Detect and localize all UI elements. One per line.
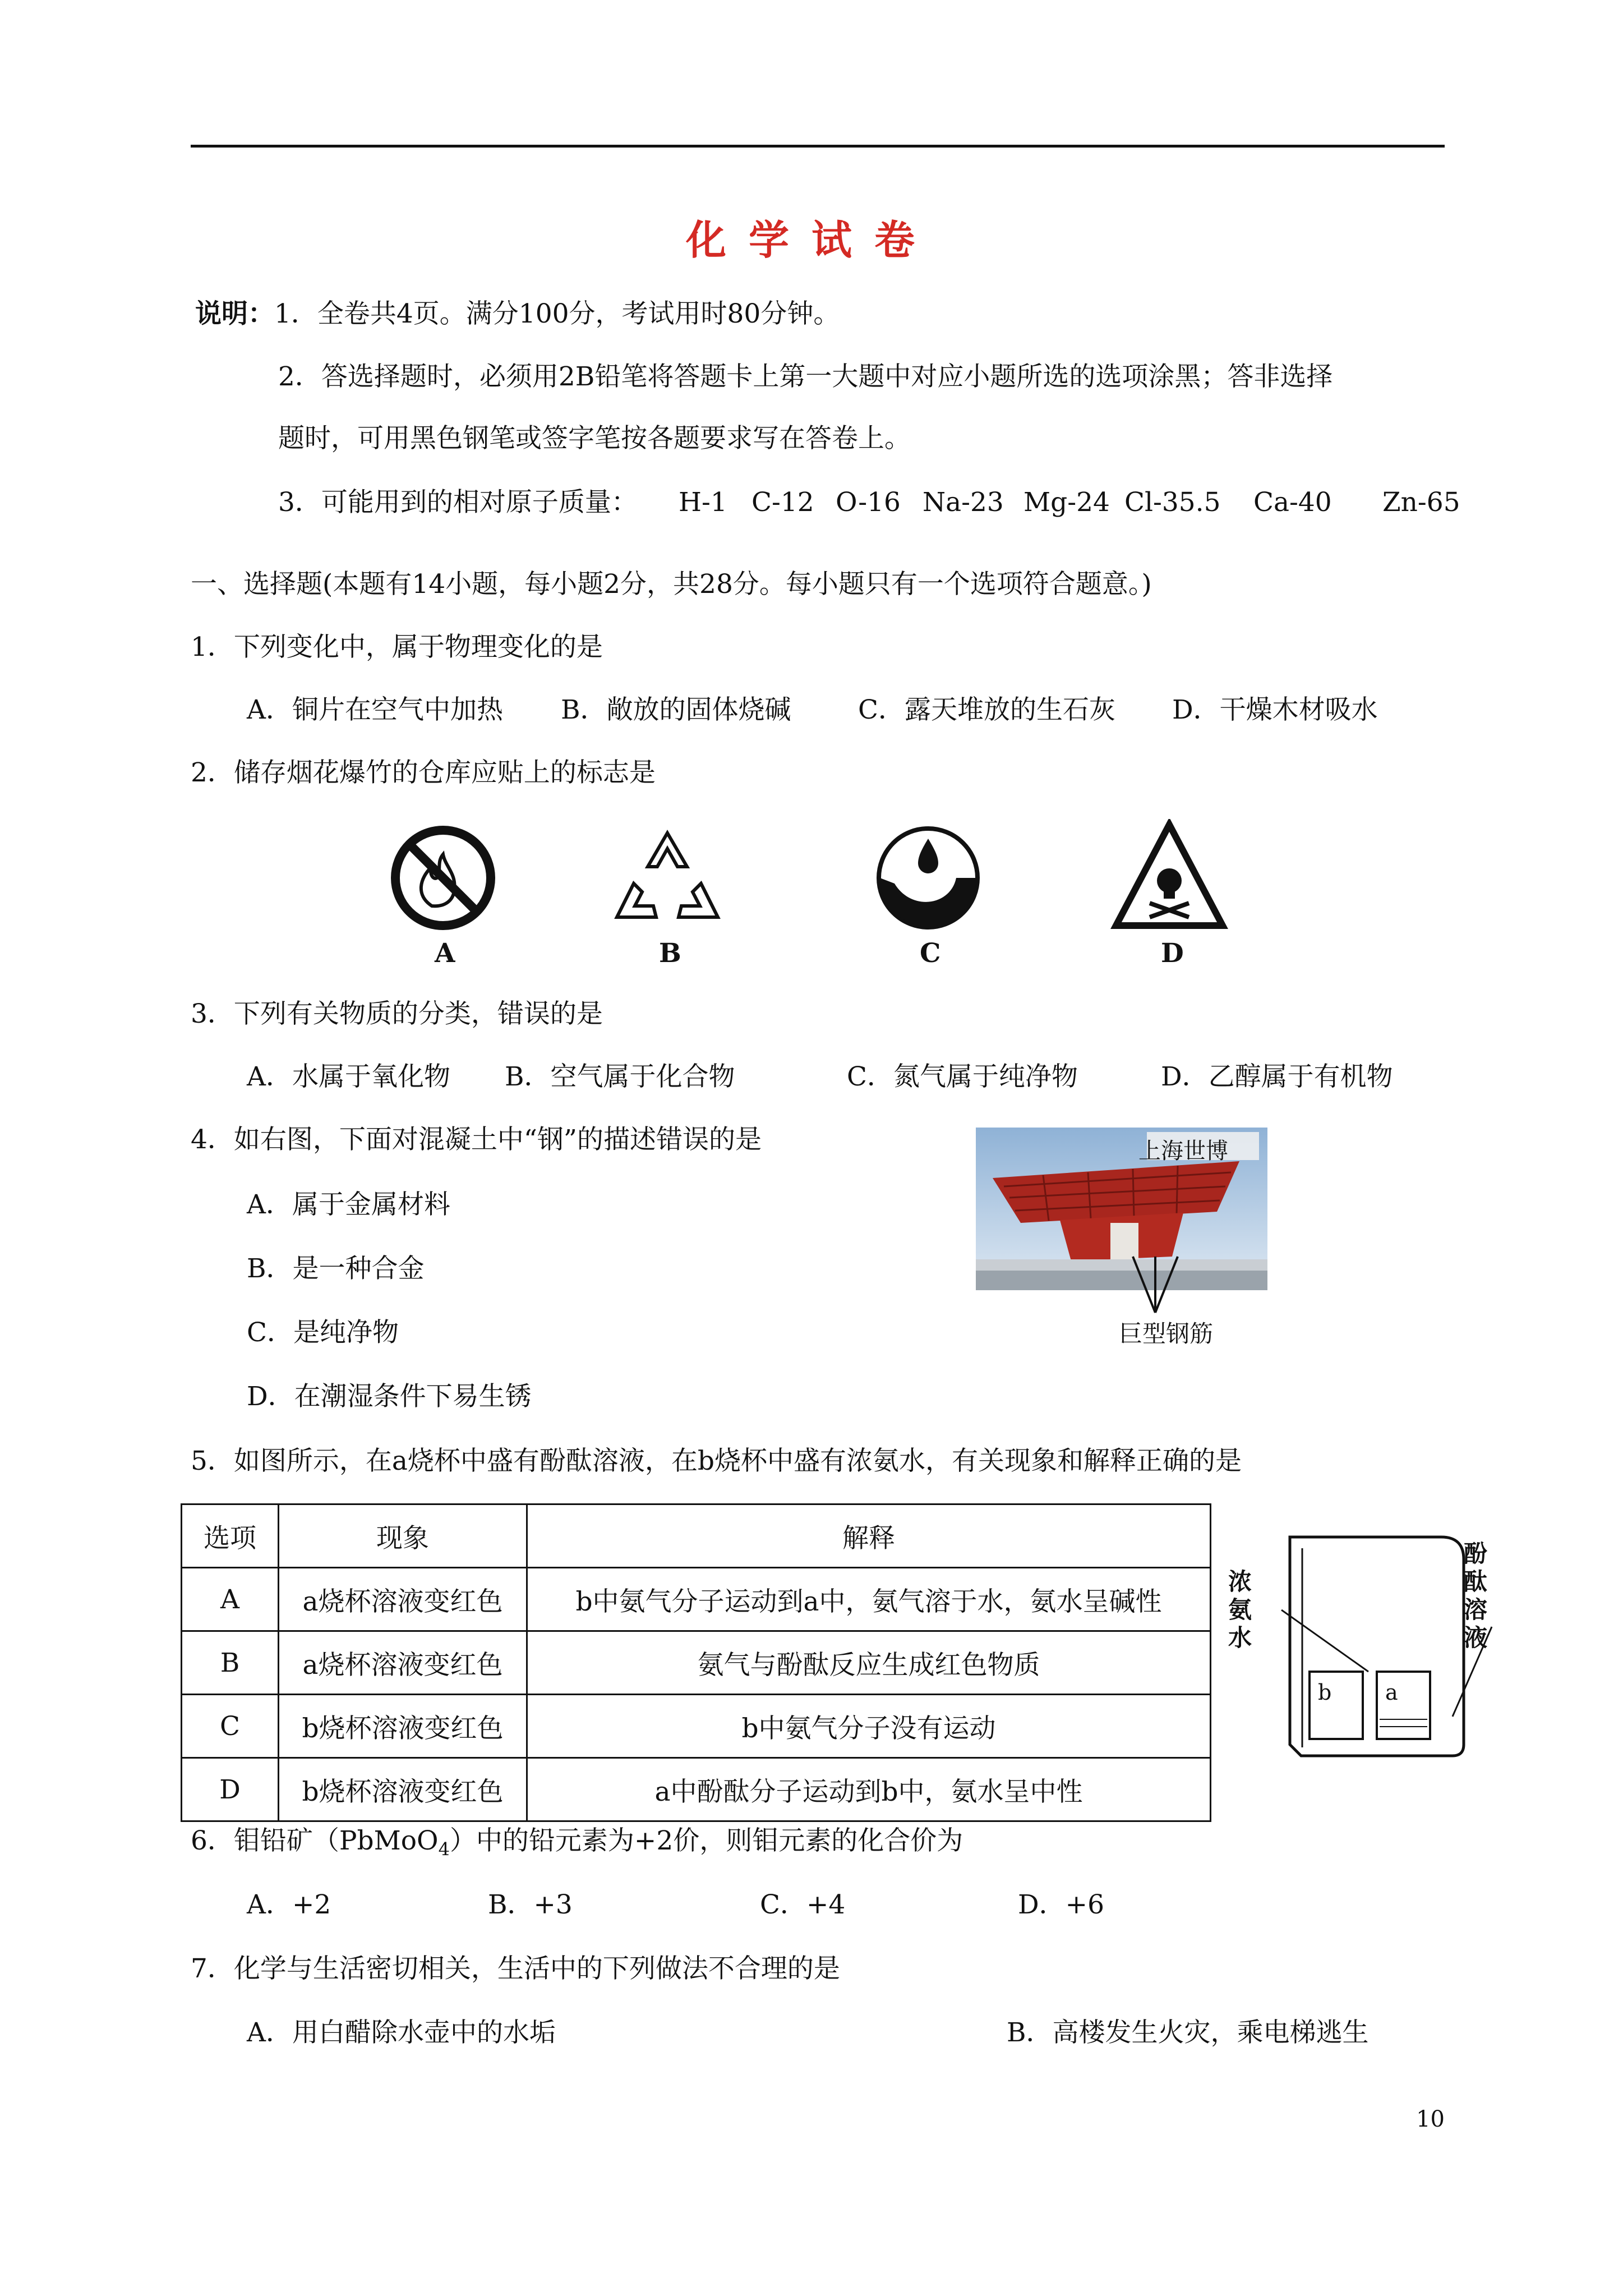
- sign-label: C: [920, 938, 941, 969]
- table-cell: b烧杯溶液变红色: [279, 1758, 527, 1821]
- page-number: 10: [1416, 2106, 1445, 2132]
- instruction-item-2a: 2．答选择题时，必须用2B铅笔将答题卡上第一大题中对应小题所选的选项涂黑；答非选择: [278, 361, 1333, 392]
- atomic-mass: O-16: [836, 487, 901, 518]
- q1-option: C．露天堆放的生石灰: [858, 694, 1115, 725]
- atomic-mass: H-1: [679, 487, 727, 518]
- sign-label: D: [1161, 938, 1184, 969]
- table-cell: b中氨气分子运动到a中，氨气溶于水，氨水呈碱性: [527, 1568, 1211, 1631]
- table-cell: D: [182, 1758, 279, 1821]
- instructions-label: 说明：: [195, 298, 274, 329]
- q3-option: D．乙醇属于有机物: [1161, 1061, 1393, 1092]
- q6-option: D．+6: [1018, 1889, 1104, 1920]
- table-row: [182, 1568, 1211, 1631]
- atomic-mass: Mg-24: [1023, 487, 1110, 518]
- q6-stem-sub: 4: [438, 1838, 450, 1860]
- atomic-mass: C-12: [751, 487, 814, 518]
- atomic-mass: Zn-65: [1382, 487, 1460, 518]
- q3-option: C．氮气属于纯净物: [847, 1061, 1078, 1092]
- table-header-row: [182, 1504, 1211, 1568]
- table-row: [182, 1758, 1211, 1821]
- q2-stem: 2．储存烟花爆竹的仓库应贴上的标志是: [191, 757, 656, 788]
- atomic-mass: Ca-40: [1253, 487, 1332, 518]
- table-header: 现象: [279, 1504, 527, 1568]
- q1-stem: 1．下列变化中，属于物理变化的是: [191, 632, 603, 662]
- q7-option: B．高楼发生火灾，乘电梯逃生: [1007, 2017, 1369, 2048]
- q4-option: B．是一种合金: [247, 1253, 425, 1284]
- q6-option: A．+2: [247, 1889, 331, 1920]
- atomic-masses: [679, 486, 1460, 519]
- instruction-item-1: 1．全卷共4页。满分100分，考试用时80分钟。: [274, 298, 840, 329]
- section-header: 一、选择题(本题有14小题，每小题2分，共28分。每小题只有一个选项符合题意。): [191, 569, 1152, 600]
- q6-stem: [191, 1824, 963, 1866]
- instructions-line1: [195, 297, 840, 331]
- diagram-right-label: 酚酞溶液: [1464, 1540, 1488, 1651]
- q3-option: A．水属于氧化物: [247, 1061, 450, 1092]
- q6-option: B．+3: [488, 1889, 573, 1920]
- table-cell: b烧杯溶液变红色: [279, 1695, 527, 1758]
- q5-stem: 5．如图所示，在a烧杯中盛有酚酞溶液，在b烧杯中盛有浓氨水，有关现象和解释正确的是: [191, 1446, 1242, 1476]
- table-cell: B: [182, 1631, 279, 1695]
- q6-stem-pre: 6．钼铅矿（PbMoO: [191, 1825, 439, 1856]
- q4-option: A．属于金属材料: [247, 1189, 450, 1220]
- q1-option: B．敞放的固体烧碱: [561, 694, 791, 725]
- table-cell: C: [182, 1695, 279, 1758]
- instruction-item-3-label: 3．可能用到的相对原子质量：: [278, 487, 638, 518]
- q3-option: B．空气属于化合物: [505, 1061, 735, 1092]
- instruction-item-3: [278, 486, 638, 519]
- table-cell: A: [182, 1568, 279, 1631]
- header-rule: [191, 145, 1445, 148]
- q1-option: A．铜片在空气中加热: [247, 694, 503, 725]
- photo-caption-top: 上海世博: [1138, 1138, 1228, 1164]
- diagram-left-label: 浓氨水: [1228, 1568, 1252, 1651]
- photo-pointer-lines: [1116, 1251, 1195, 1318]
- q7-option: A．用白醋除水壶中的水垢: [247, 2017, 556, 2048]
- q6-stem-post: ）中的铅元素为+2价，则钼元素的化合价为: [449, 1825, 963, 1856]
- table-header: 解释: [527, 1504, 1211, 1568]
- table-row: [182, 1631, 1211, 1695]
- no-fire-sign-icon: [387, 822, 499, 934]
- table-cell: a中酚酞分子运动到b中，氨水呈中性: [527, 1758, 1211, 1821]
- beaker-a-label: a: [1385, 1680, 1398, 1705]
- q4-stem: 4．如右图，下面对混凝土中“钢”的描述错误的是: [191, 1124, 762, 1155]
- table-cell: 氨气与酚酞反应生成红色物质: [527, 1631, 1211, 1695]
- atomic-mass: Na-23: [923, 487, 1004, 518]
- page-title: 化学试卷: [685, 216, 937, 264]
- q4-option: D．在潮湿条件下易生锈: [247, 1381, 532, 1412]
- corrosive-sign-icon: [872, 822, 984, 934]
- q1-option: D．干燥木材吸水: [1172, 694, 1378, 725]
- recycle-sign-icon: [611, 822, 723, 934]
- beaker-b-label: b: [1318, 1680, 1332, 1705]
- table-header: 选项: [182, 1504, 279, 1568]
- table-row: [182, 1695, 1211, 1758]
- q6-option: C．+4: [760, 1889, 846, 1920]
- atomic-mass: Cl-35.5: [1124, 487, 1221, 518]
- sign-label: A: [435, 938, 455, 969]
- toxic-sign-icon: [1110, 819, 1228, 931]
- q5-table: [181, 1503, 1211, 1822]
- q4-option: C．是纯净物: [247, 1317, 399, 1348]
- table-cell: b中氨气分子没有运动: [527, 1695, 1211, 1758]
- photo-caption-bottom: 巨型钢筋: [1119, 1320, 1214, 1347]
- table-cell: a烧杯溶液变红色: [279, 1568, 527, 1631]
- q3-stem: 3．下列有关物质的分类，错误的是: [191, 999, 603, 1029]
- instruction-item-2b: 题时，可用黑色钢笔或签字笔按各题要求写在答卷上。: [278, 423, 911, 454]
- sign-label: B: [659, 938, 681, 969]
- q7-stem: 7．化学与生活密切相关，生活中的下列做法不合理的是: [191, 1953, 840, 1984]
- table-cell: a烧杯溶液变红色: [279, 1631, 527, 1695]
